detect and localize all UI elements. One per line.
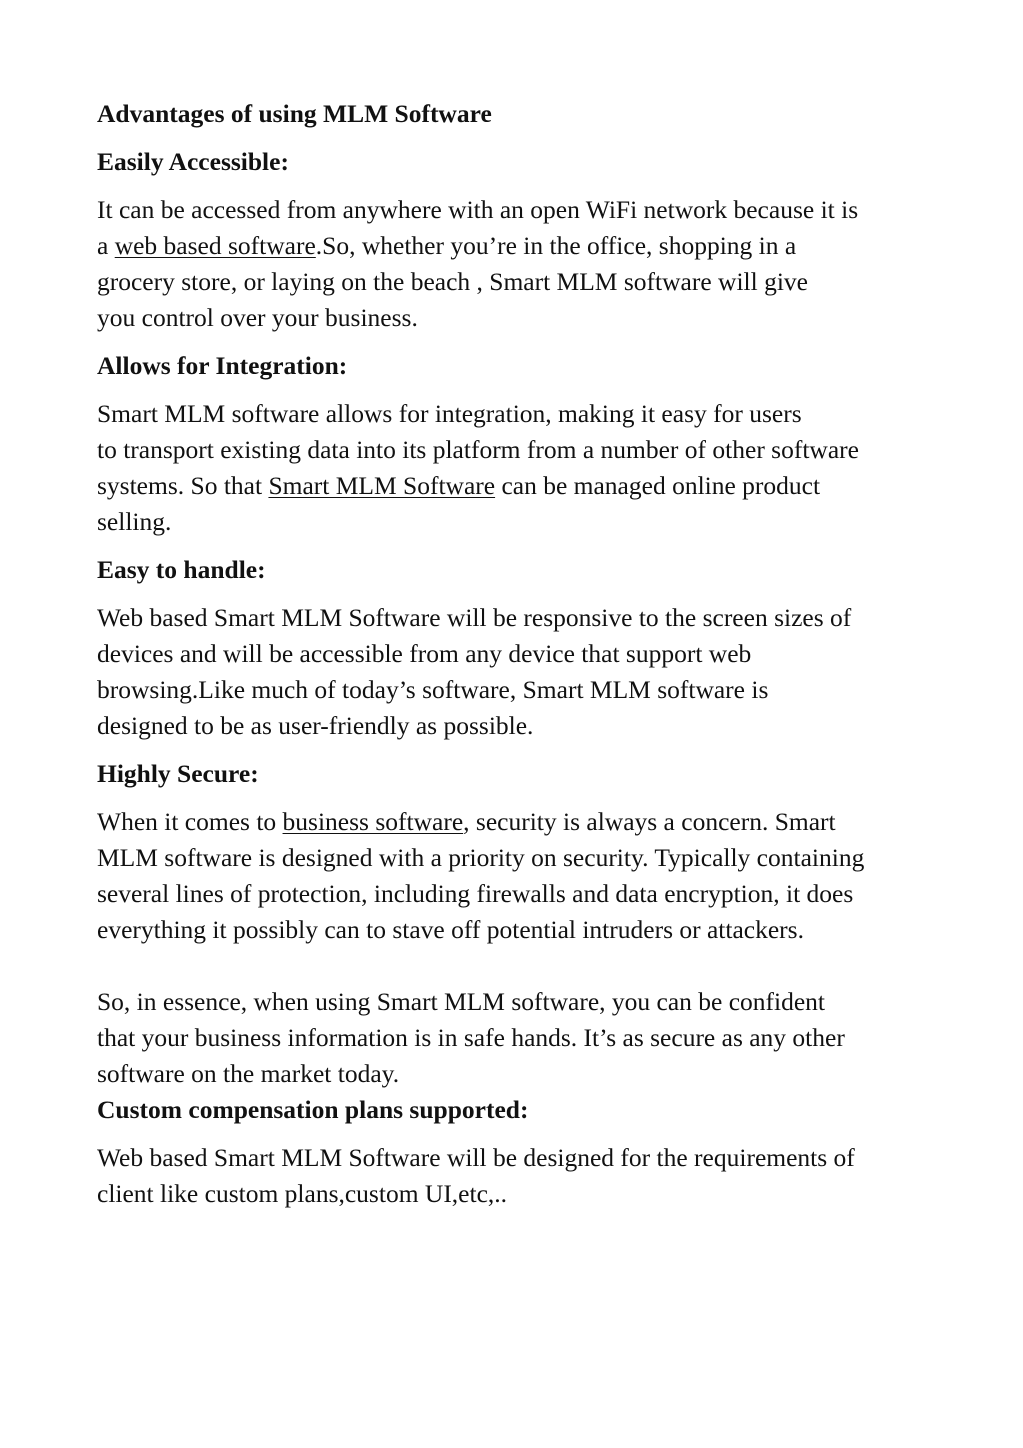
text-line: So, in essence, when using Smart MLM software, you can be confident xyxy=(97,987,826,1016)
document-title: Advantages of using MLM Software xyxy=(97,99,492,128)
spacer xyxy=(97,792,937,804)
heading-highly-secure: Highly Secure: xyxy=(97,759,259,788)
spacer xyxy=(97,1128,937,1140)
text-line: client like custom plans,custom UI,etc,.. xyxy=(97,1179,508,1208)
text-line: grocery store, or laying on the beach , Smart MLM software will give xyxy=(97,267,808,296)
business-software-link[interactable]: business software xyxy=(282,807,464,836)
text-line: everything it possibly can to stave off potential intruders or attackers. xyxy=(97,915,804,944)
paragraph-easily-accessible xyxy=(97,192,937,336)
text-line: Web based Smart MLM Software will be designed for the requirements of xyxy=(97,1143,855,1172)
text-line: Smart MLM software allows for integration, making it easy for users xyxy=(97,399,802,428)
text-fragment: a xyxy=(97,231,115,260)
text-line: several lines of protection, including firewalls and data encryption, it does xyxy=(97,879,854,908)
text-fragment: When it comes to xyxy=(97,807,283,836)
web-based-software-link[interactable]: web based software xyxy=(114,231,316,260)
heading-allows-for-integration: Allows for Integration: xyxy=(97,351,348,380)
paragraph-highly-secure xyxy=(97,804,937,948)
text-line: It can be accessed from anywhere with an open WiFi network because it is xyxy=(97,195,859,224)
smart-mlm-software-link[interactable]: Smart MLM Software xyxy=(268,471,496,500)
text-line: MLM software is designed with a priority on security. Typically containing xyxy=(97,843,865,872)
spacer xyxy=(97,180,937,192)
paragraph-custom-compensation-plans xyxy=(97,1140,937,1212)
text-line: software on the market today. xyxy=(97,1059,400,1088)
text-fragment: can be managed online product xyxy=(495,471,821,500)
spacer xyxy=(97,588,937,600)
text-line: to transport existing data into its platform from a number of other software xyxy=(97,435,859,464)
paragraph-allows-for-integration xyxy=(97,396,937,540)
spacer xyxy=(97,948,937,984)
heading-easy-to-handle: Easy to handle: xyxy=(97,555,266,584)
text-line xyxy=(97,228,937,264)
paragraph-easy-to-handle xyxy=(97,600,937,744)
heading-easily-accessible: Easily Accessible: xyxy=(97,147,289,176)
text-line: that your business information is in safe hands. It’s as secure as any other xyxy=(97,1023,845,1052)
text-line xyxy=(97,804,937,840)
text-line: designed to be as user-friendly as possible. xyxy=(97,711,534,740)
heading-custom-compensation-plans: Custom compensation plans supported: xyxy=(97,1095,529,1124)
paragraph-in-essence xyxy=(97,984,937,1092)
text-line: selling. xyxy=(97,507,172,536)
spacer xyxy=(97,336,937,348)
document-page xyxy=(97,96,937,1212)
text-fragment: .So, whether you’re in the office, shopping in a xyxy=(315,231,797,260)
spacer xyxy=(97,384,937,396)
text-line: devices and will be accessible from any device that support web xyxy=(97,639,752,668)
text-line xyxy=(97,468,937,504)
spacer xyxy=(97,540,937,552)
text-fragment: , security is always a concern. Smart xyxy=(463,807,836,836)
text-line: you control over your business. xyxy=(97,303,418,332)
text-line: Web based Smart MLM Software will be responsive to the screen sizes of xyxy=(97,603,852,632)
text-line: browsing.Like much of today’s software, Smart MLM software is xyxy=(97,675,769,704)
spacer xyxy=(97,744,937,756)
text-fragment: systems. So that xyxy=(97,471,269,500)
spacer xyxy=(97,132,937,144)
